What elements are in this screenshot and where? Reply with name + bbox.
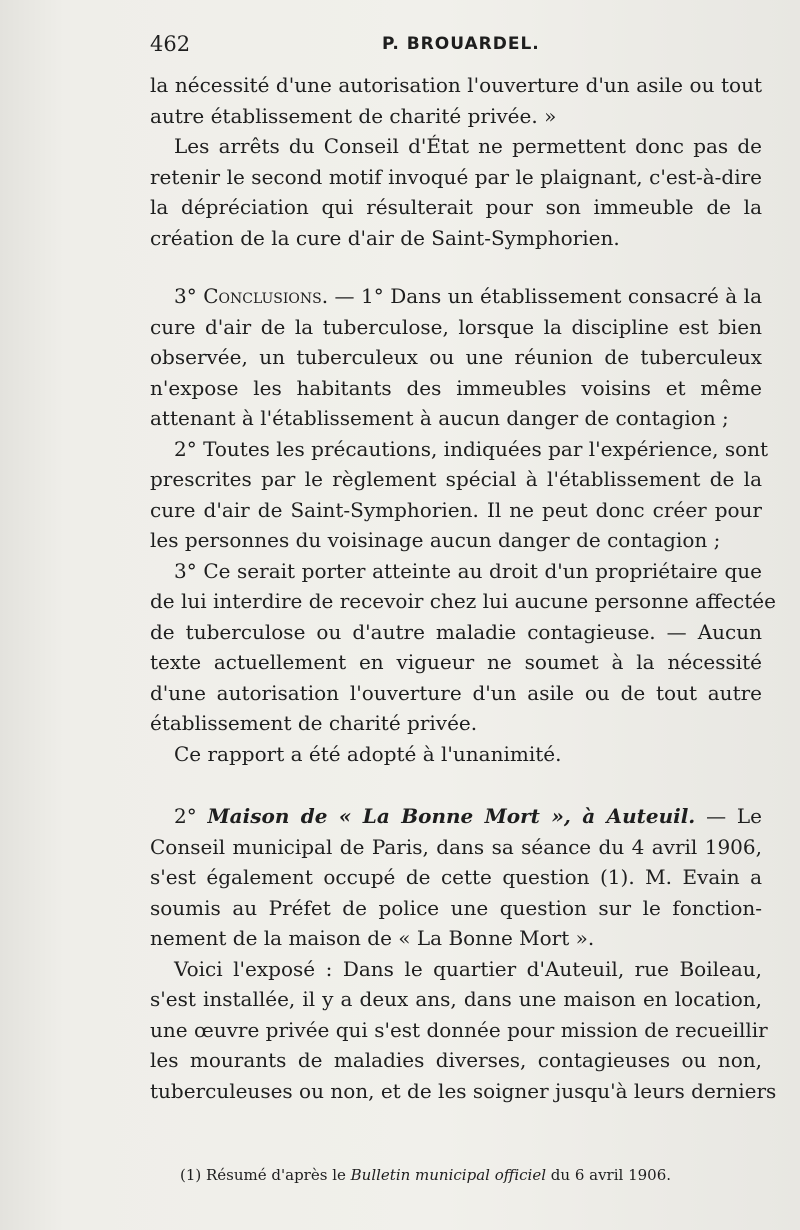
text-span: 2° [174,804,208,828]
text-line: la dépréciation qui résulterait pour son immeuble de la [150,195,762,219]
section-gap [150,769,762,801]
text-line: texte actuellement en vigueur ne soumet à la nécessité [150,650,762,674]
page-number: 462 [150,32,191,56]
text-line: les personnes du voisinage aucun danger de contagion ; [150,528,721,552]
text-line: la nécessité d'une autorisation l'ouverture d'un asile ou tout [150,73,762,97]
text-line: de tuberculose ou d'autre maladie contagieuse. — Aucun [150,619,762,644]
text-line: de lui interdire de recevoir chez lui aucune personne affectée [150,589,776,613]
paragraph-gap [150,253,762,281]
text-line: s'est également occupé de cette question (1). M. Evain a [150,865,762,889]
text-span: — 1° Dans un établissement consacré à la [328,284,763,308]
text-line: nement de la maison de « La Bonne Mort ». [150,926,595,950]
text-line: cure d'air de la tuberculose, lorsque la discipline est bien [150,314,762,339]
text-line: d'une autorisation l'ouverture d'un asile ou de tout autre [150,680,762,705]
text-line: soumis au Préfet de police une question sur le fonction- [150,895,762,920]
section-first-line [150,801,762,832]
conclusions-first-line [150,281,762,312]
text-line: s'est installée, il y a deux ans, dans une maison en location, [150,987,762,1011]
text-span: — Le [695,804,762,828]
text-line: Les arrêts du Conseil d'État ne permettent donc pas de [174,134,762,158]
footnote-suffix: du 6 avril 1906. [546,1166,672,1184]
text-line: 3° Ce serait porter atteinte au droit d'un propriétaire que [174,558,762,583]
text-line: retenir le second motif invoqué par le plaignant, c'est-à-dire [150,164,762,189]
text-line: création de la cure d'air de Saint-Symphorien. [150,225,620,250]
section-title: Maison de « La Bonne Mort », à Auteuil. [207,804,696,828]
running-head: P. BROUARDEL. [382,34,540,54]
page-header [150,28,770,64]
text-line: Voici l'exposé : Dans le quartier d'Auteuil, rue Boileau, [174,956,762,981]
text-line: observée, un tuberculeux ou une réunion de tuberculeux [150,345,762,369]
text-line: cure d'air de Saint-Symphorien. Il ne peut donc créer pour [150,497,762,522]
footnote-source: Bulletin municipal officiel [350,1166,547,1184]
text-line: les mourants de maladies diverses, contagieuses ou non, [150,1048,762,1072]
text-line: n'expose les habitants des immeubles voisins et même [150,375,762,400]
text-line: Conseil municipal de Paris, dans sa séance du 4 avril 1906, [150,834,762,859]
text-line: 2° Toutes les précautions, indiquées par l'expérience, sont [174,436,769,461]
text-line: une œuvre privée qui s'est donnée pour mission de recueillir [150,1017,768,1042]
footnote-prefix: (1) Résumé d'après le [180,1166,351,1184]
text-line: Ce rapport a été adopté à l'unanimité. [174,741,562,766]
text-line: tuberculeuses ou non, et de les soigner jusqu'à leurs derniers [150,1078,777,1103]
footnote [180,1166,760,1184]
conclusions-heading: Conclusions. [203,284,329,308]
text-line: prescrites par le règlement spécial à l'établissement de la [150,467,762,491]
body-text [150,70,777,1106]
text-line: attenant à l'établissement à aucun danger de contagion ; [150,406,729,430]
text-span: 3° [174,284,204,308]
text-line: autre établissement de charité privée. » [150,103,557,128]
text-line: établissement de charité privée. [150,711,478,735]
